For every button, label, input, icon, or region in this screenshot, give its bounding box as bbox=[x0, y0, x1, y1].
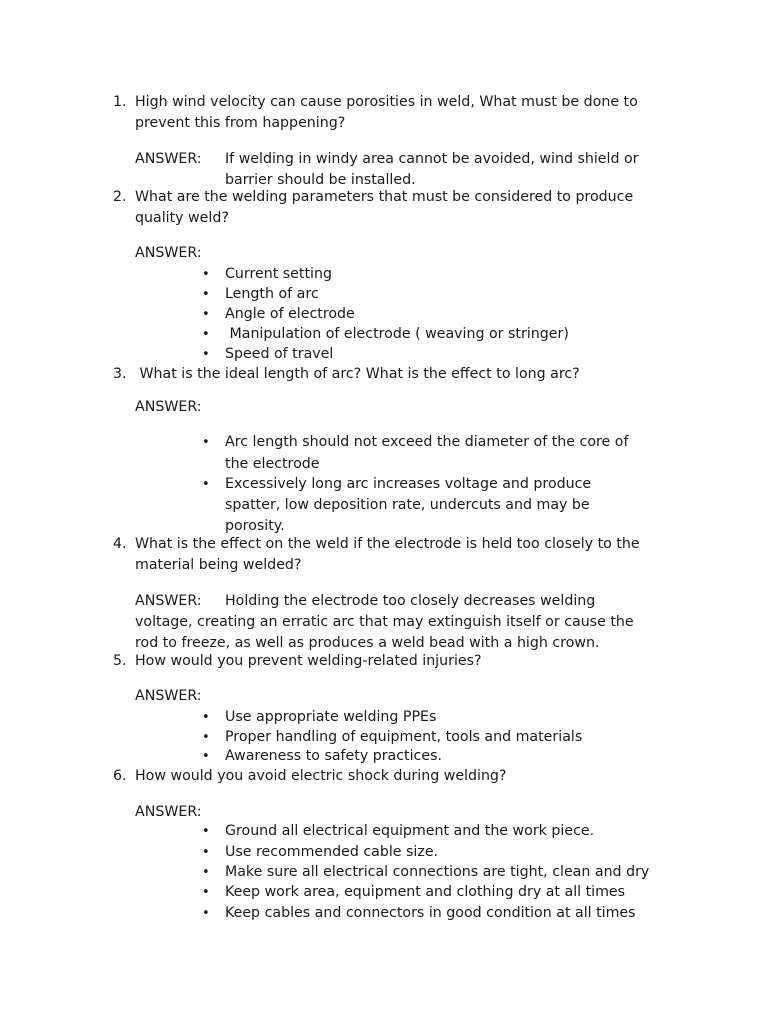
bullet-icon: • bbox=[202, 749, 210, 764]
bullet-icon: • bbox=[202, 287, 210, 302]
question-number: 4. bbox=[113, 536, 127, 552]
answer-bullet-text: Length of arc bbox=[225, 286, 319, 302]
answer-text: barrier should be installed. bbox=[225, 172, 416, 188]
bullet-icon: • bbox=[202, 267, 210, 282]
answer-bullet-text: Make sure all electrical connections are tight, clean and dry bbox=[225, 864, 650, 880]
bullet-icon: • bbox=[202, 435, 210, 450]
answer-bullet-text: Current setting bbox=[225, 266, 332, 282]
answer-label: ANSWER: bbox=[135, 151, 202, 167]
answer-text: Holding the electrode too closely decreases welding bbox=[225, 593, 596, 609]
answer-label: ANSWER: bbox=[135, 804, 202, 820]
answer-bullet-text: Speed of travel bbox=[225, 346, 334, 362]
question-number: 3. bbox=[113, 366, 127, 382]
question-text: material being welded? bbox=[135, 557, 302, 573]
question-number: 5. bbox=[113, 653, 127, 669]
bullet-icon: • bbox=[202, 710, 210, 725]
question-text: High wind velocity can cause porosities in weld, What must be done to bbox=[135, 94, 638, 110]
answer-bullet-text: Angle of electrode bbox=[225, 306, 355, 322]
bullet-icon: • bbox=[202, 477, 210, 492]
question-text: What is the effect on the weld if the electrode is held too closely to the bbox=[135, 536, 640, 552]
answer-bullet-text: Arc length should not exceed the diameter of the core of bbox=[225, 434, 629, 450]
question-text: prevent this from happening? bbox=[135, 115, 346, 131]
answer-bullet-text: porosity. bbox=[225, 518, 285, 534]
answer-text: rod to freeze, as well as produces a weld bead with a high crown. bbox=[135, 635, 600, 651]
answer-bullet-text: Use recommended cable size. bbox=[225, 844, 439, 860]
answer-bullet-text: Ground all electrical equipment and the work piece. bbox=[225, 823, 595, 839]
bullet-icon: • bbox=[202, 845, 210, 860]
answer-bullet-text: Use appropriate welding PPEs bbox=[225, 709, 437, 725]
question-text: What is the ideal length of arc? What is the effect to long arc? bbox=[135, 366, 580, 382]
bullet-icon: • bbox=[202, 327, 210, 342]
question-text: How would you prevent welding-related injuries? bbox=[135, 653, 482, 669]
answer-bullet-text: Excessively long arc increases voltage and produce bbox=[225, 476, 592, 492]
answer-bullet-text: Keep work area, equipment and clothing dry at all times bbox=[225, 884, 626, 900]
answer-bullet-text: Proper handling of equipment, tools and materials bbox=[225, 729, 583, 745]
answer-text: voltage, creating an erratic arc that may extinguish itself or cause the bbox=[135, 614, 634, 630]
question-text: How would you avoid electric shock during welding? bbox=[135, 768, 507, 784]
bullet-icon: • bbox=[202, 885, 210, 900]
answer-label: ANSWER: bbox=[135, 245, 202, 261]
question-number: 2. bbox=[113, 189, 127, 205]
answer-bullet-text: Keep cables and connectors in good condition at all times bbox=[225, 905, 636, 921]
question-number: 1. bbox=[113, 94, 127, 110]
answer-label: ANSWER: bbox=[135, 593, 202, 609]
bullet-icon: • bbox=[202, 865, 210, 880]
answer-text: If welding in windy area cannot be avoided, wind shield or bbox=[225, 151, 639, 167]
question-text: What are the welding parameters that must be considered to produce bbox=[135, 189, 634, 205]
answer-bullet-text: spatter, low deposition rate, undercuts and may be bbox=[225, 497, 590, 513]
answer-bullet-text: the electrode bbox=[225, 456, 320, 472]
bullet-icon: • bbox=[202, 906, 210, 921]
question-number: 6. bbox=[113, 768, 127, 784]
answer-bullet-text: Awareness to safety practices. bbox=[225, 748, 442, 764]
answer-bullet-text: Manipulation of electrode ( weaving or stringer) bbox=[225, 326, 569, 342]
answer-label: ANSWER: bbox=[135, 688, 202, 704]
answer-label: ANSWER: bbox=[135, 399, 202, 415]
bullet-icon: • bbox=[202, 824, 210, 839]
question-text: quality weld? bbox=[135, 210, 229, 226]
bullet-icon: • bbox=[202, 307, 210, 322]
bullet-icon: • bbox=[202, 730, 210, 745]
bullet-icon: • bbox=[202, 347, 210, 362]
